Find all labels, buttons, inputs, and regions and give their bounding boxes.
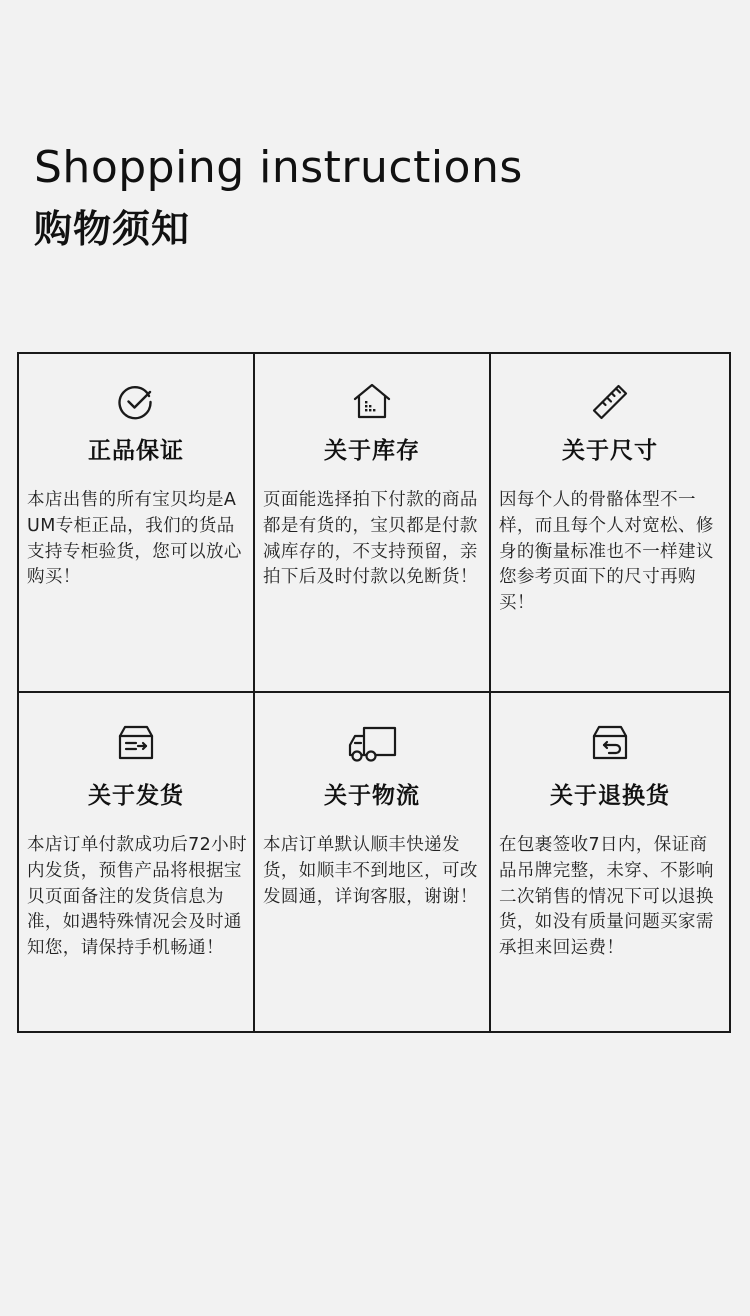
return-box-icon bbox=[590, 723, 630, 763]
card-about-size bbox=[491, 354, 729, 693]
card-about-stock bbox=[255, 354, 491, 693]
card-title: 关于退换货 bbox=[550, 783, 670, 809]
ruler-icon bbox=[590, 382, 630, 422]
card-description: 因每个人的骨骼体型不一样，而且每个人对宽松、修身的衡量标准也不一样建议您参考页面下的尺寸再购买！ bbox=[499, 490, 714, 614]
card-about-returns bbox=[491, 693, 729, 1031]
delivery-truck-icon bbox=[347, 723, 397, 763]
card-description: 在包裹签收7日内，保证商品吊牌完整，未穿、不影响二次销售的情况下可以退换货，如没有质量问题买家需承担来回运费！ bbox=[499, 835, 714, 959]
instructions-grid bbox=[17, 352, 731, 1033]
card-about-shipping bbox=[19, 693, 255, 1031]
card-description: 本店订单默认顺丰快递发货，如顺丰不到地区，可改发圆通，详询客服，谢谢！ bbox=[263, 835, 478, 907]
card-title: 正品保证 bbox=[88, 438, 184, 464]
card-title: 关于库存 bbox=[324, 438, 420, 464]
card-description: 页面能选择拍下付款的商品都是有货的，宝贝都是付款减库存的，不支持预留，亲拍下后及时付款以免断货！ bbox=[263, 490, 478, 588]
shipping-box-icon bbox=[116, 723, 156, 763]
warehouse-house-icon bbox=[352, 382, 392, 422]
page-title-chinese: 购物须知 bbox=[34, 207, 191, 251]
card-authentic-guarantee bbox=[19, 354, 255, 693]
card-description: 本店出售的所有宝贝均是AUM专柜正品，我们的货品支持专柜验货，您可以放心购买！ bbox=[27, 490, 242, 588]
card-title: 关于尺寸 bbox=[562, 438, 658, 464]
check-circle-icon bbox=[116, 382, 156, 422]
page-title-english: Shopping instructions bbox=[34, 142, 523, 193]
card-about-logistics bbox=[255, 693, 491, 1031]
card-title: 关于物流 bbox=[324, 783, 420, 809]
card-title: 关于发货 bbox=[88, 783, 184, 809]
card-description: 本店订单付款成功后72小时内发货，预售产品将根据宝贝页面备注的发货信息为准，如遇特殊情况会及时通知您，请保持手机畅通！ bbox=[27, 835, 247, 959]
